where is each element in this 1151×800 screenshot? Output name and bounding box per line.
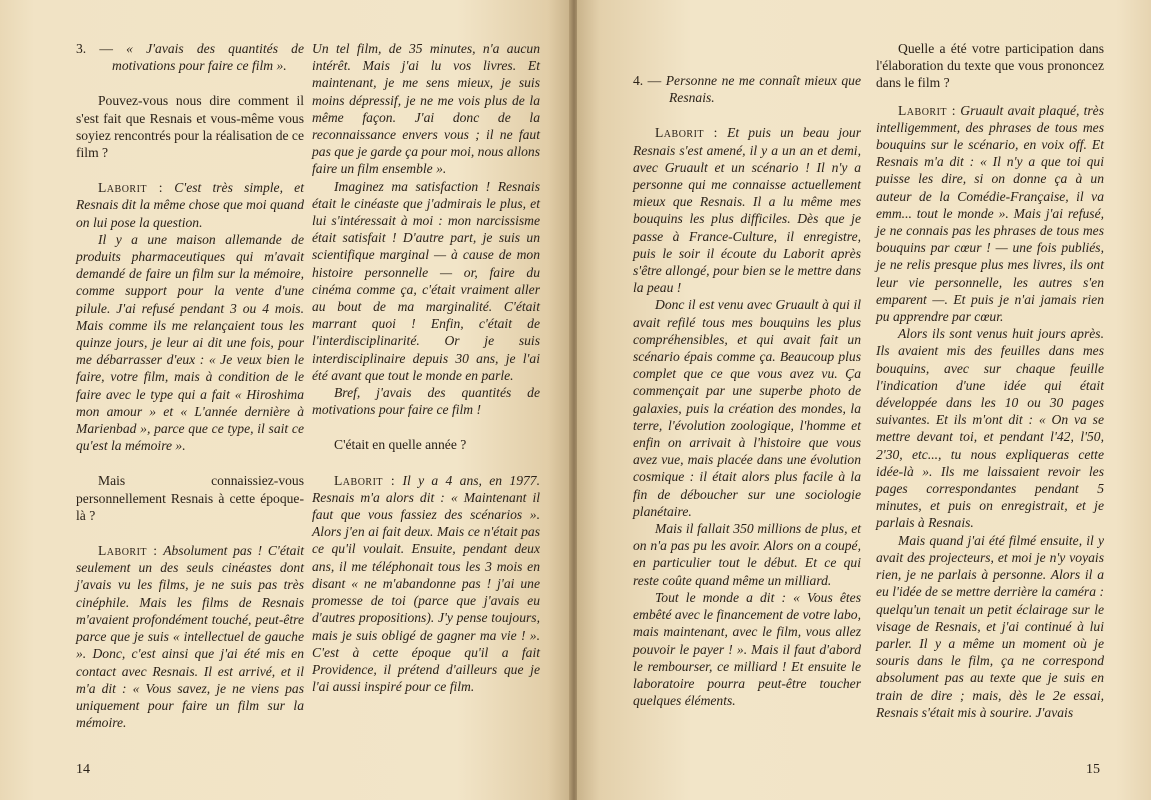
speaker-label: Laborit : (898, 102, 957, 118)
heading-text: Personne ne me connaît mieux que Resnais. (665, 73, 862, 106)
answer-paragraph: Il y a une maison allemande de produits pharmaceutiques qui m'avait demandé de faire un film sur la mémoire, comme support pour la vente d'une pilule. J'ai refusé pendant 3 ou 4 mois. Mais comme ils me relançaient tous les quinze jours, je leur ai dit une fois, pour me débarrasser d'eux : « Je veux bien le faire, votre film, mais à condition de le faire avec le type qui a fait « Hiroshima mon amour » et « L'année dernière à Marienbad », parce que ce type, il sait ce qu'est la mémoire ». (76, 231, 304, 454)
answer-text: C'est très simple, et Resnais dit la même chose que moi quand on lui pose la question. (76, 180, 304, 230)
interviewer-question: Mais connaissiez-vous personnellement Resnais à cette époque-là ? (76, 473, 304, 523)
speaker-label: Laborit : (334, 472, 396, 488)
answer-text: Gruault avait plaqué, très intelligemment, des phrases de tous mes bouquins sur le scénario, en voix off. Et Resnais m'a dit : « Il n'y a que toi qui puisse les dire, si on donne ça à un auteur de la Comédie-Française, il va emm... tout le monde ». Mais j'ai refusé, je ne connais pas les phrases de tous mes bouquins par cœur ! — une fois publiés, je ne relis presque plus mes livres, ils ont leur vie personnelle, les autres s'en emparent —. Et puis je n'ai jamais rien pu apprendre par cœur. (876, 102, 1104, 325)
answer-text: Il y a 4 ans, en 1977. Resnais m'a alors dit : « Maintenant il faut que vous fassiez des scénarios ». Alors j'en ai fait deux. Mais ce n'était pas ce qu'il voulait. Ensuite, pendant deux ans, il me téléphonait tous les 3 mois en disant « ne m'abandonne pas ! j'ai une promesse de toi (parce que j'avais eu d'autres propositions). J'y pense toujours, mais je suis obligé de gagner ma vie ! ». C'est à cette époque qu'il a fait Providence, il prétend d'ailleurs que je l'ai aussi inspiré pour ce film. (312, 472, 540, 695)
answer-paragraph: Tout le monde a dit : « Vous êtes embêté avec le financement de votre labo, mais maintenant, avec le film, vous allez pouvoir le payer ! ». Mais il faut d'abord le rembourser, ce milliard ! Et ensuite le laboratoire pourra peut-être toucher quelques éléments. (633, 589, 861, 709)
answer-paragraph: Mais quand j'ai été filmé ensuite, il y avait des projecteurs, et moi je n'y voyais rien, je ne parlais à personne. Alors il a eu l'idée de se mettre derrière la caméra : quelqu'un tenait un petit éclairage sur le visage de Resnais, et j'ai continué à lui parler. Il y a même un moment où je souris dans le film, ça ne correspond absolument pas au texte que je suis en train de dire ; mais, dès le 2e essai, Resnais s'était mis à sourire. J'avais (876, 532, 1104, 720)
left-page (0, 0, 571, 800)
page-number-right: 15 (1086, 762, 1100, 777)
laborit-answer (633, 124, 861, 296)
laborit-answer (76, 179, 304, 231)
interviewer-question: Quelle a été votre participation dans l'élaboration du texte que vous prononcez dans le film ? (876, 41, 1104, 91)
speaker-label: Laborit : (98, 543, 158, 559)
right-page-column-2 (876, 40, 1104, 721)
interviewer-question: C'était en quelle année ? (334, 437, 467, 453)
answer-paragraph: Un tel film, de 35 minutes, n'a aucun intérêt. Mais j'ai lu vos livres. Et maintenant, je me sens mieux, je suis moins dépressif, je ne me vois plus de la même façon. J'ai donc de la reconnaissance envers vous ; il ne faut pas que je garde ça pour moi, nous allons faire un film ensemble ». (312, 41, 540, 177)
right-page-column-1 (633, 72, 861, 709)
answer-text: Et puis un beau jour Resnais s'est amené, il y a un an et demi, avec Gruault et un scénario ! Il n'y a personne qui me connaisse actuellement mieux que Resnais. Il a lu même mes bouquins les plus difficiles. Dès que je passe à France-Culture, il enregistre, puis le soir il écoute du Laborit après s'être allongé, pour bien se le mettre dans la peau ! (633, 125, 862, 296)
laborit-answer (876, 102, 1104, 326)
speaker-label: Laborit : (655, 125, 718, 141)
answer-text: Absolument pas ! C'était seulement un des seuls cinéastes dont j'avais vu les films, je ne suis pas très cinéphile. Mais les films de Resnais m'avaient profondément touché, peut-être parce que je suis « intellectuel de gauche ». Donc, c'est ainsi que j'ai été mis en contact avec Resnais. Il est arrivé, et il m'a dit : « Vous savez, je ne viens pas uniquement pour faire un film sur la mémoire. (76, 543, 305, 731)
laborit-answer (312, 472, 540, 696)
section-heading-4 (633, 72, 861, 106)
page-number-left: 14 (76, 762, 90, 777)
answer-paragraph: Donc il est venu avec Gruault à qui il avait refilé tous mes bouquins les plus compréhensibles, et qui avait fait un scénario épais comme ça. Beaucoup plus complet que ce que vous avez vu. Ça commençait par une superbe photo de galaxies, puis la création des mondes, la terre, l'évolution zoologique, l'homme et enfin on arrivait à l'histoire que vous avez vue, mais placée dans une évolution cosmique : il était alors plus facile à la fin de déboucher sur une sociologie planétaire. (633, 297, 861, 519)
answer-paragraph: Imaginez ma satisfaction ! Resnais était le cinéaste que j'admirais le plus, et lui s'intéressait à moi : mon narcissisme était satisfait ! D'autre part, je suis un scientifique marginal — à cause de mon histoire personnelle — or, faire du cinéma comme ça, c'était vraiment aller au bout de ma marginalité. C'était marrant quoi ! Enfin, c'était de l'interdisciplinarité. Or je suis interdisciplinaire depuis 30 ans, je l'ai été avant que tout le monde en parle. (312, 178, 540, 383)
section-heading-3 (76, 40, 304, 74)
answer-paragraph: Mais il fallait 350 millions de plus, et on n'a pas pu les avoir. Alors on a coupé, en particulier tout le début. Et ce qui reste coûte quand même un milliard. (633, 521, 861, 588)
left-page-column-1 (76, 40, 304, 731)
heading-text: « J'avais des quantités de motivations pour faire ce film ». (112, 41, 304, 74)
laborit-answer (76, 542, 304, 731)
speaker-label: Laborit : (98, 180, 164, 196)
heading-number: 3. — (76, 41, 113, 56)
heading-number: 4. — (633, 73, 662, 88)
answer-paragraph: Bref, j'avais des quantités de motivations pour faire ce film ! (312, 385, 540, 418)
answer-paragraph: Alors ils sont venus huit jours après. Ils avaient mis des feuilles dans mes bouquins, avec sur chaque feuille l'indication d'une idée qui était développée dans les 10 ou 30 pages suivantes. Et ils m'ont dit : « On va se mettre devant toi, et pendant l'42, l'50, 2'30, etc..., tu nous expliqueras cette idée-là ». Ils me laissaient revoir les pages correspondantes pendant 5 minutes, et puis on enregistrait, et je parlais à Resnais. (876, 326, 1104, 531)
interviewer-question: Pouvez-vous nous dire comment il s'est fait que Resnais et vous-même vous soyiez rencontrés pour la réalisation de ce film ? (76, 93, 304, 161)
left-page-column-2 (312, 40, 540, 695)
